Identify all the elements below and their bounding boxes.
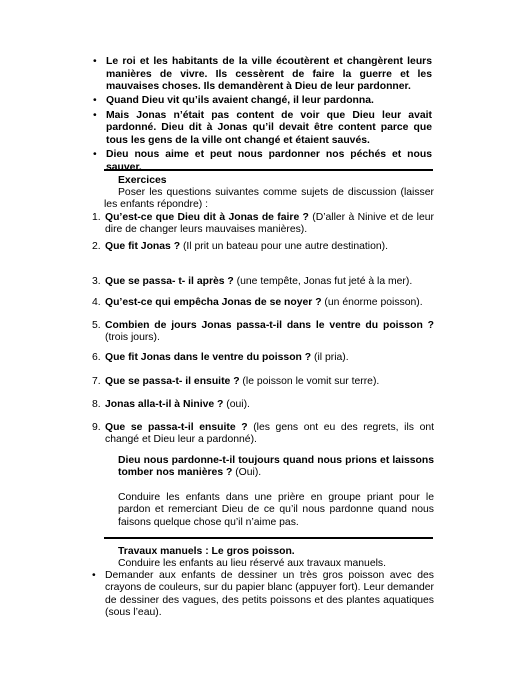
question-number: 8. <box>92 399 101 410</box>
question-text: Qu’est-ce qui empêcha Jonas de se noyer ? <box>105 297 322 308</box>
bullet-icon: • <box>93 109 97 121</box>
question-number: 2. <box>92 241 101 252</box>
question-item <box>92 352 434 364</box>
story-bullet-text: Quand Dieu vit qu’ils avaient changé, il leur pardonna. <box>106 95 374 107</box>
story-bullet-text: Dieu nous aime et peut nous pardonner nos péchés et nous sauver. <box>106 148 432 173</box>
question-text: Combien de jours Jonas passa-t-il dans le ventre du poisson ? <box>105 320 434 331</box>
question-text: Jonas alla-t-il à Ninive ? <box>105 399 224 410</box>
question-number: 5. <box>92 320 101 331</box>
question-answer: (un énorme poisson). <box>321 297 423 308</box>
question-item <box>92 320 434 345</box>
story-bullet-text: Mais Jonas n’était pas content de voir que Dieu leur avait pardonné. Dieu dit à Jonas qu’il devait être content parce que tous les gens de la ville ont changé et étaient sauvés. <box>106 109 432 146</box>
exercises-intro: Poser les questions suivantes comme sujets de discussion (laisser les enfants répondre) : <box>104 187 434 211</box>
crafts-bullet-text: Demander aux enfants de dessiner un très gros poisson avec des crayons de couleurs, sur du papier blanc (appuyer fort). Leur demander de dessiner des vagues, des petits poissons et des plantes aquatiques (sous l’eau). <box>105 570 434 619</box>
bullet-icon: • <box>93 148 97 160</box>
question-number: 7. <box>92 376 101 387</box>
question-text: Que se passa-t- il ensuite ? <box>105 376 240 387</box>
crafts-bullet <box>92 570 434 620</box>
question-answer: (une tempête, Jonas fut jeté à la mer). <box>233 276 413 287</box>
bullet-icon: • <box>92 570 96 581</box>
question-number: 3. <box>92 276 101 287</box>
section-divider <box>104 537 433 539</box>
question-item <box>92 212 434 237</box>
bullet-icon: • <box>93 95 97 107</box>
question-item <box>92 276 434 288</box>
prayer-instructions: Conduire les enfants dans une prière en groupe priant pour le pardon et remerciant Dieu de ce qu’il nous pardonne quand nous faisons quelque chose qu’il n’aime pas. <box>118 492 434 528</box>
story-bullet <box>93 95 432 108</box>
final-question <box>118 455 434 480</box>
question-text: Que fit Jonas ? <box>105 241 181 252</box>
question-answer: (le poisson le vomit sur terre). <box>239 376 380 387</box>
exercises-title: Exercices <box>118 175 167 186</box>
question-number: 9. <box>92 422 101 433</box>
story-bullet-list <box>92 56 432 176</box>
question-text: Que se passa- t- il après ? <box>105 276 234 287</box>
story-bullet <box>93 109 432 148</box>
question-item <box>92 297 434 309</box>
question-answer: (D’aller à Ninive et de leur dire de changer leurs mauvaises manières). <box>105 212 434 236</box>
question-text: Que fit Jonas dans le ventre du poisson ? <box>105 352 312 363</box>
question-item <box>92 241 434 253</box>
story-bullet-text: Le roi et les habitants de la ville écoutèrent et changèrent leurs manières de vivre. Ils cessèrent de faire la guerre et les mauvaises choses. Ils demandèrent à Dieu de leur pardonner. <box>106 56 432 93</box>
question-item <box>92 422 434 447</box>
question-text: Qu’est-ce que Dieu dit à Jonas de faire ? <box>105 212 309 223</box>
question-answer: (les gens ont eu des regrets, ils ont changé et Dieu leur a pardonné). <box>105 422 435 446</box>
bullet-icon: • <box>93 56 97 67</box>
question-answer: (oui). <box>223 399 250 410</box>
story-bullet <box>93 56 432 94</box>
question-item <box>92 399 434 411</box>
crafts-intro: Conduire les enfants au lieu réservé aux travaux manuels. <box>118 558 386 569</box>
question-number: 4. <box>92 297 101 308</box>
section-divider <box>104 169 433 171</box>
crafts-title: Travaux manuels : Le gros poisson. <box>118 546 295 557</box>
question-answer: (il pria). <box>311 352 349 363</box>
question-item <box>92 376 434 388</box>
question-number: 1. <box>92 212 101 223</box>
question-number: 6. <box>92 352 101 363</box>
question-answer: (Il prit un bateau pour une autre destination). <box>180 241 389 252</box>
question-text: Que se passa-t-il ensuite ? <box>105 422 248 433</box>
question-answer: (trois jours). <box>105 332 160 344</box>
final-question-answer: (Oui). <box>232 467 262 479</box>
final-question-text: Dieu nous pardonne-t-il toujours quand nous prions et laissons tomber nos manières ? <box>118 455 434 479</box>
